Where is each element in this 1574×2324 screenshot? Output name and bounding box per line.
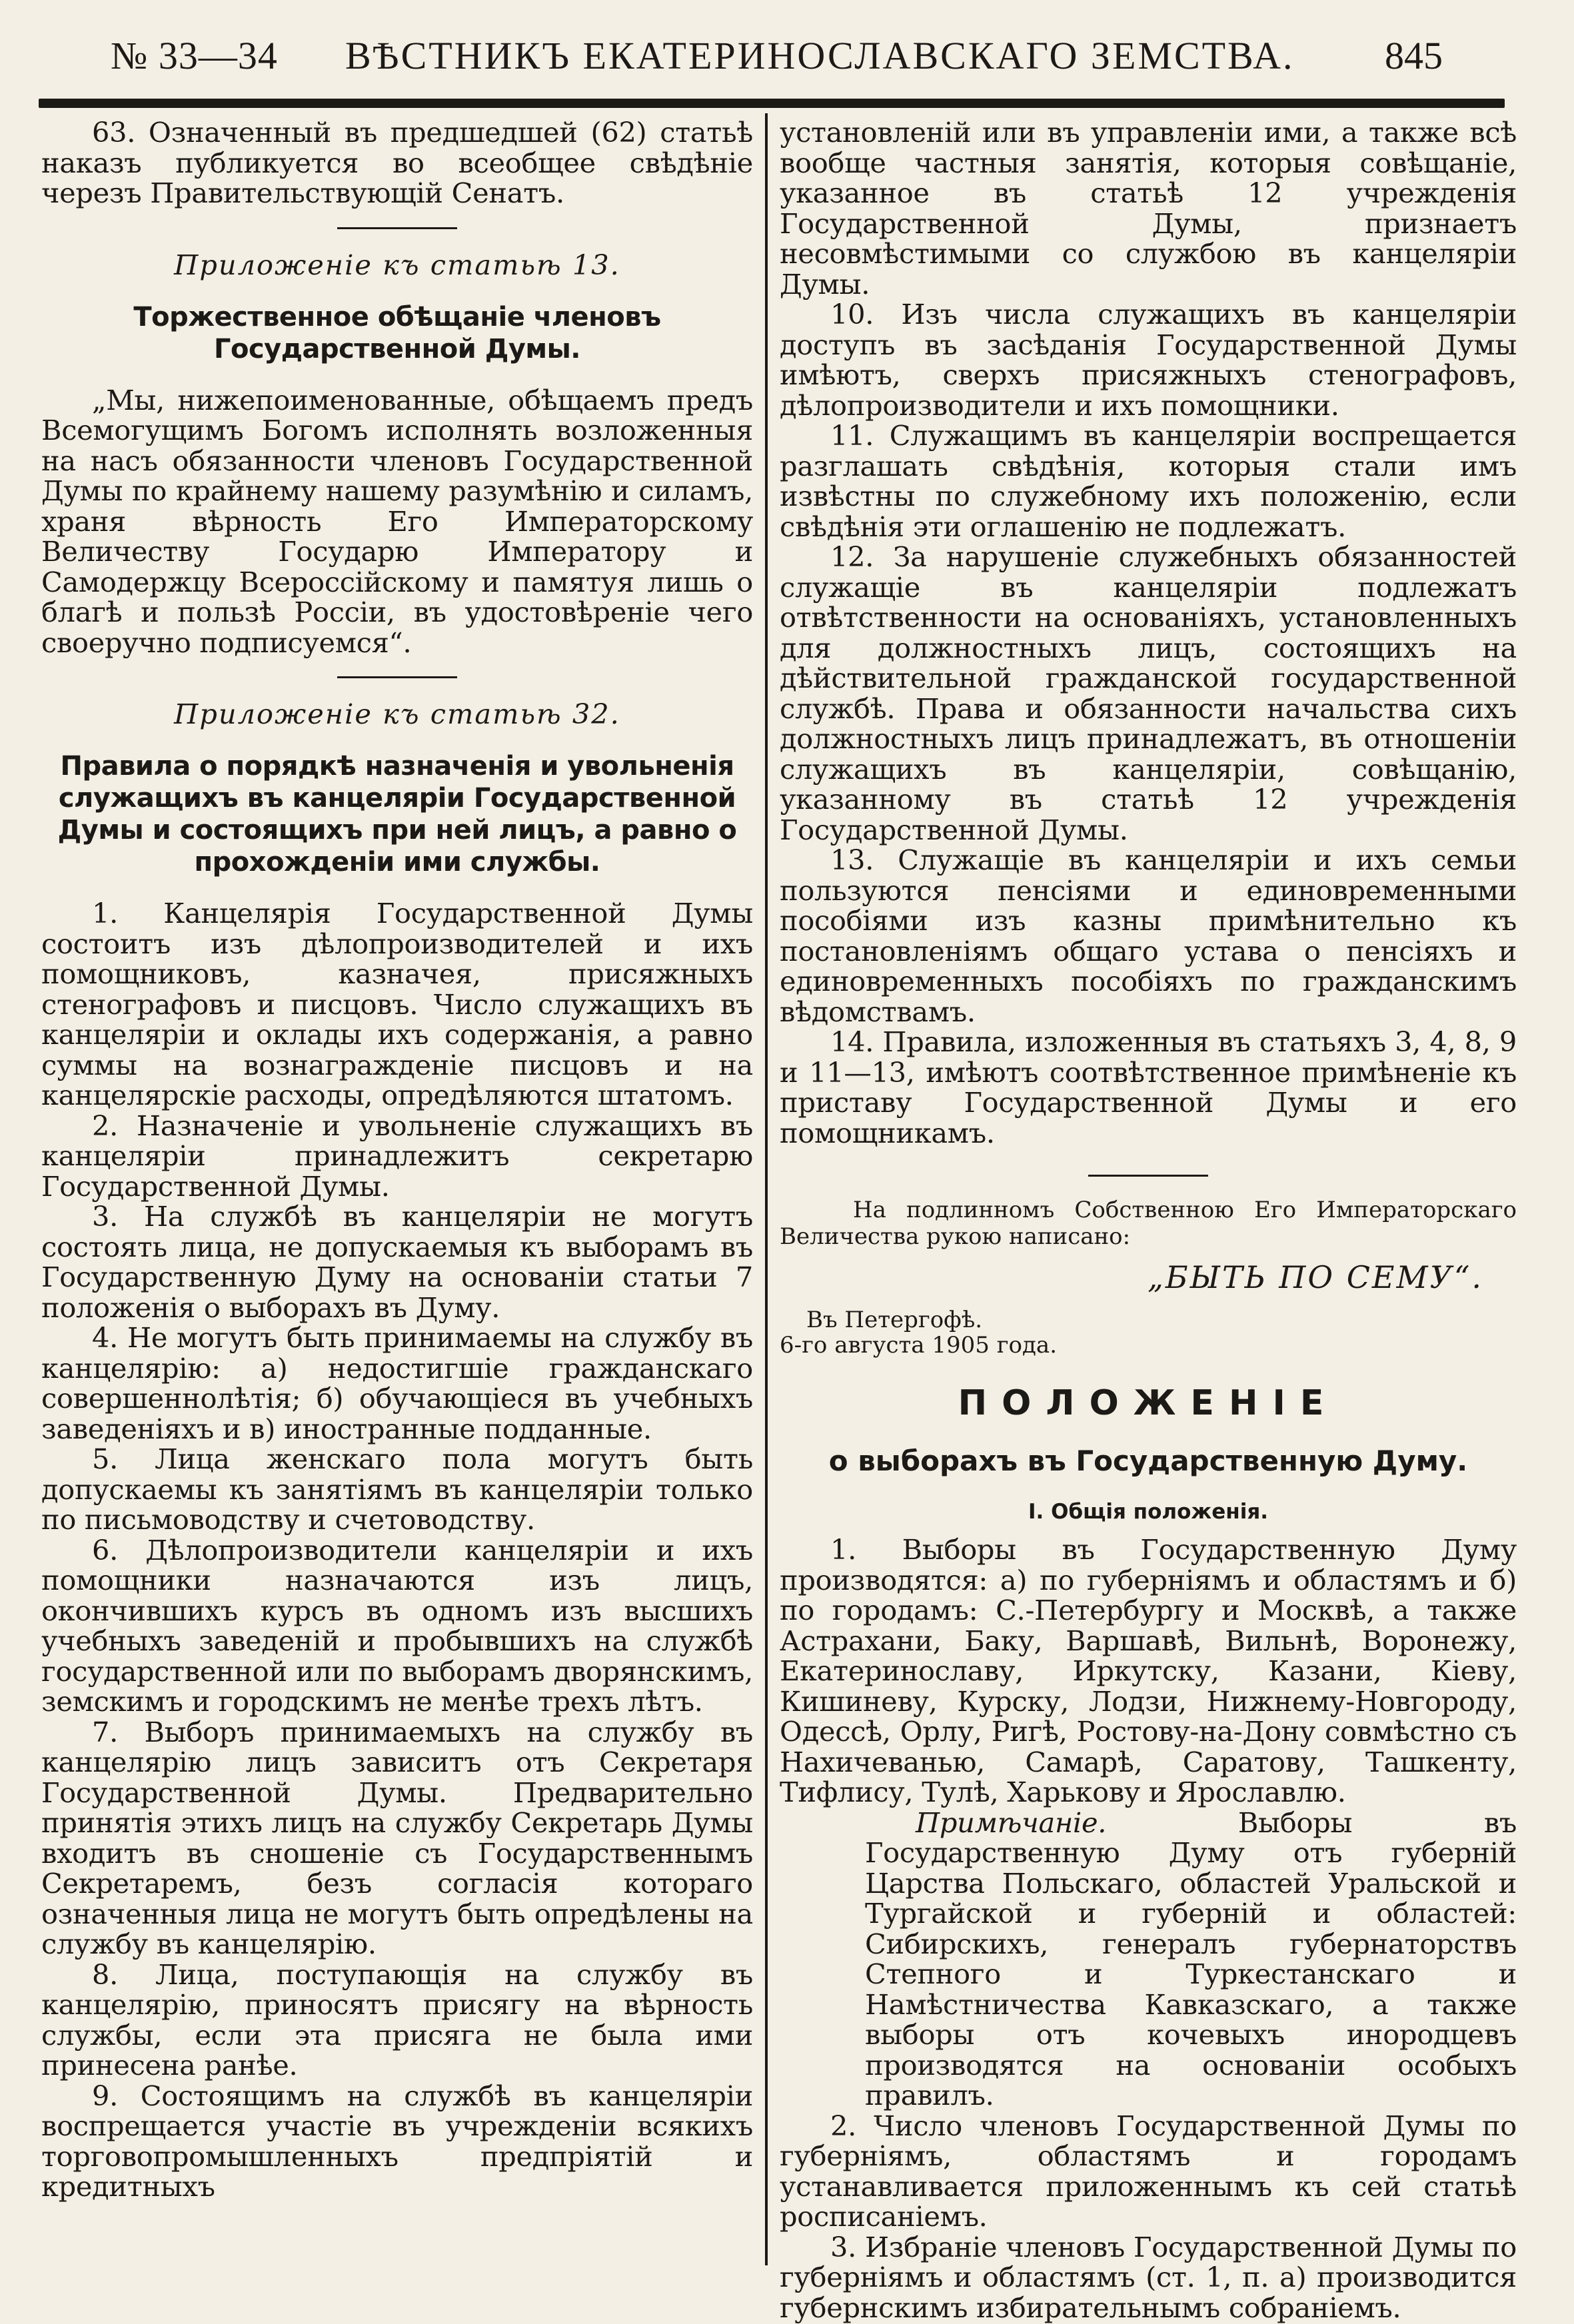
statute-subtitle: о выборахъ въ Государственную Думу. — [828, 1445, 1468, 1477]
rule-item: 9. Состоящимъ на службѣ въ канцеляріи воспрещается участіе въ учрежденіи всякихъ торговопромышленныхъ предпріятій и кредитныхъ — [41, 2079, 753, 2203]
separator — [337, 676, 457, 678]
rule-item: 13. Служащіе въ канцеляріи и ихъ семьи пользуются пенсіями и единовременными пособіями изъ казны примѣнительно къ постановленіямъ общаго устава о пенсіяхъ и единовременныхъ пособіяхъ по гражданскимъ вѣдомствамъ. — [780, 844, 1517, 1028]
section-heading: I. Общія положенія. — [1028, 1500, 1268, 1524]
left-column — [41, 117, 753, 2202]
election-note — [865, 1808, 1517, 2111]
column-divider — [765, 113, 768, 2265]
right-column — [780, 117, 1517, 2323]
article-63: 63. Означенный въ предшедшей (62) статьѣ наказъ публикуется во всеобщее свѣдѣніе черезъ Правительствующій Сенатъ. — [41, 116, 753, 209]
rule-item: 14. Правила, изложенныя въ статьяхъ 3, 4, 8, 9 и 11—13, имѣютъ соотвѣтственное примѣненіе къ приставу Государственной Думы и его помощникамъ. — [780, 1025, 1517, 1149]
imperial-signature-note: На подлинномъ Собственною Его Императорскаго Величества рукою написано: — [780, 1197, 1517, 1250]
statute-title: ПОЛОЖЕНІЕ — [958, 1383, 1339, 1423]
separator — [337, 227, 457, 229]
rule-item: 6. Дѣлопроизводители канцеляріи и ихъ помощники назначаются изъ лицъ, окончившихъ курсъ въ одномъ изъ высшихъ учебныхъ заведеній и пробывшихъ на службѣ государственной или по выборамъ дворянскимъ, земскимъ и городскимъ не менѣе трехъ лѣтъ. — [41, 1533, 753, 1718]
election-article-1: 1. Выборы въ Государственную Думу производятся: а) по губерніямъ и областямъ и б) по городамъ: С.-Петербургу и Москвѣ, а также Астрахани, Баку, Варшавѣ, Вильнѣ, Воронежу, Екатеринославу, Иркутску, Казани, Кіеву, Кишиневу, Курску, Лодзи, Нижнему-Новгороду, Одессѣ, Орлу, Ригѣ, Ростову-на-Дону совмѣстно съ Нахичеванью, Самарѣ, Саратову, Ташкенту, Тифлису, Тулѣ, Харькову и Ярославлю. — [780, 1533, 1517, 1808]
rule-item: 12. За нарушеніе служебныхъ обязанностей служащіе въ канцеляріи подлежатъ отвѣтственности на основаніяхъ, установленныхъ для должностныхъ лицъ, состоящихъ на дѣйствительной гражданской государственной службѣ. Права и обязанности начальства сихъ должностныхъ лицъ принадлежатъ, въ отношеніи служащихъ въ канцеляріи, совѣщанію, указанному въ статьѣ 12 учрежденія Государственной Думы. — [780, 540, 1517, 846]
rule-item: 10. Изъ числа служащихъ въ канцеляріи доступъ въ засѣданія Государственной Думы имѣютъ, сверхъ присяжныхъ стенографовъ, дѣлопроизводители и ихъ помощники. — [780, 298, 1517, 422]
rules-title: Правила о порядкѣ назначенія и увольненія служащихъ въ канцеляріи Государственной Думы и состоящихъ при ней лицъ, а равно о прохожденіи ими службы. — [57, 751, 737, 877]
rule-item-continued: установленій или въ управленіи ими, а также всѣ вообще частныя занятія, которыя совѣщаніе, указанное въ статьѣ 12 учрежденія Государственной Думы, признаетъ несовмѣстимыми со службою въ канцеляріи Думы. — [780, 116, 1517, 300]
header-rule — [39, 99, 1505, 108]
oath-text: „Мы, нижепоименованные, обѣщаемъ предъ Всемогущимъ Богомъ исполнять возложенныя на насъ обязанности членовъ Государственной Думы по крайнему нашему разумѣнію и силамъ, храня вѣрность Его Императорскому Величеству Государю Императору и Самодержцу Всероссійскому и памятуя лишь о благѣ и пользѣ Россіи, въ удостовѣреніе чего своеручно подписуемся“. — [41, 383, 753, 659]
oath-title: Торжественное обѣщаніе членовъ Государственной Думы. — [133, 301, 661, 364]
signing-place: Въ Петергофѣ. — [806, 1307, 983, 1333]
separator — [1088, 1175, 1208, 1177]
appendix-13-heading: Приложеніе къ статьѣ 13. — [174, 248, 620, 281]
rule-item: 7. Выборъ принимаемыхъ на службу въ канцелярію лицъ зависитъ отъ Секретаря Государственной Думы. Предварительно принятія этихъ лицъ на службу Секретарь Думы входитъ въ сношеніе съ Государственнымъ Секретаремъ, безъ согласія котораго означенныя лица не могутъ быть опредѣлены на службу въ канцелярію. — [41, 1715, 753, 1960]
appendix-32-heading: Приложеніе къ статьѣ 32. — [174, 698, 620, 730]
rule-item: 8. Лица, поступающія на службу въ канцелярію, приносятъ присягу на вѣрность службы, если эта присяга не была ими принесена ранѣе. — [41, 1958, 753, 2081]
journal-title: ВѢСТНИКЪ ЕКАТЕРИНОСЛАВСКАГО ЗЕМСТВА. — [345, 34, 1295, 77]
issue-number: № 33—34 — [111, 34, 278, 77]
page-header — [39, 33, 1525, 87]
election-article-2: 2. Число членовъ Государственной Думы по губерніямъ, областямъ и городамъ устанавливается приложеннымъ къ сей статьѣ росписаніемъ. — [780, 2109, 1517, 2233]
note-label: Примѣчаніе. — [916, 1806, 1107, 1839]
election-article-3: 3. Избраніе членовъ Государственной Думы по губерніямъ и областямъ (ст. 1, п. а) производится губернскимъ избирательнымъ собраніемъ. — [780, 2230, 1517, 2324]
rule-item: 1. Канцелярія Государственной Думы состоитъ изъ дѣлопроизводителей и ихъ помощниковъ, казначея, присяжныхъ стенографовъ и писцовъ. Число служащихъ въ канцеляріи и оклады ихъ содержанія, а равно суммы на вознагражденіе писцовъ и на канцелярскіе расходы, опредѣляются штатомъ. — [41, 897, 753, 1111]
rule-item: 2. Назначеніе и увольненіе служащихъ въ канцеляріи принадлежитъ секретарю Государственной Думы. — [41, 1109, 753, 1203]
page-number: 845 — [1385, 34, 1443, 77]
signing-date: 6-го августа 1905 года. — [780, 1332, 1058, 1359]
rule-item: 3. На службѣ въ канцеляріи не могутъ состоять лица, не допускаемыя къ выборамъ въ Государственную Думу на основаніи статьи 7 положенія о выборахъ въ Думу. — [41, 1200, 753, 1324]
rule-item: 11. Служащимъ въ канцеляріи воспрещается разглашать свѣдѣнія, которыя стали имъ извѣстны по служебному ихъ положенію, если свѣдѣнія эти оглашенію не подлежатъ. — [780, 419, 1517, 543]
imperial-resolution: „БЫТЬ ПО СЕМУ“. — [1148, 1259, 1483, 1295]
rule-item: 5. Лица женскаго пола могутъ быть допускаемы къ занятіямъ въ канцеляріи только по письмоводству и счетоводству. — [41, 1443, 753, 1536]
note-text: Выборы въ Государственную Думу отъ губерній Царства Польскаго, областей Уральской и Тургайской и губерній и областей: Сибирскихъ, генералъ губернаторствъ Степного и Туркестанскаго и Намѣстничества Кавказскаго, а также выборы отъ кочевыхъ инородцевъ производятся на основаніи особыхъ правилъ. — [865, 1806, 1517, 2111]
rule-item: 4. Не могутъ быть принимаемы на службу въ канцелярію: а) недостигшіе гражданскаго совершеннолѣтія; б) обучающіеся въ учебныхъ заведеніяхъ и в) иностранные подданные. — [41, 1321, 753, 1445]
